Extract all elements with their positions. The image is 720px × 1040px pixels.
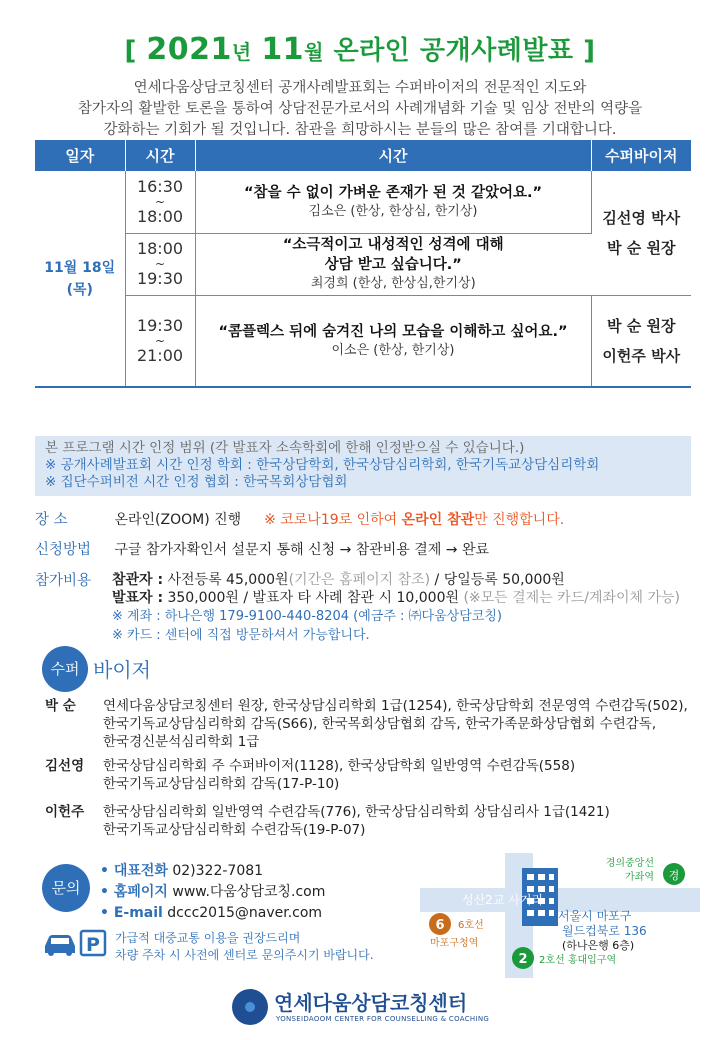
map-line6-num: 6 <box>435 918 445 933</box>
bio-name: 이헌주 <box>45 804 85 820</box>
supervisor-section-title: 바이저 <box>93 658 151 682</box>
date-cell <box>35 171 125 387</box>
web-label: • 홈페이지 <box>100 884 168 900</box>
location-map <box>420 848 700 983</box>
phone-value[interactable]: 02)322-7081 <box>167 863 264 879</box>
fee-presenter-note: (※모든 결제는 카드/계좌이체 가능) <box>463 590 681 606</box>
header-supervisor: 수퍼바이저 <box>591 140 691 171</box>
time-tilde: ~ <box>154 194 166 209</box>
date-weekday: (목) <box>66 281 93 298</box>
notice-line: ※ 공개사례발표회 시간 인정 학회 : 한국상담학회, 한국상담심리학회, 한국기독교상담심리학회 <box>45 457 600 473</box>
email-label: • E-mail <box>100 905 163 921</box>
supervisor-cell <box>591 295 691 387</box>
supervisor-cell <box>591 171 691 295</box>
map-station-badge: 경 <box>668 869 680 882</box>
time-end: 18:00 <box>136 206 184 226</box>
bracket-close: ] <box>583 36 596 66</box>
date-day: 11월 18일 <box>44 259 116 276</box>
map-intersection: 성산2교 사거리 <box>462 893 544 907</box>
presenter: 이소은 (한상, 한기상) <box>331 342 455 358</box>
time-tilde: ~ <box>154 257 166 271</box>
map-line-top: 경의중앙선 <box>605 858 654 869</box>
header-topic: 시간 <box>195 140 591 171</box>
page-title <box>0 30 720 67</box>
map-address-line: 서울시 마포구 <box>558 909 632 923</box>
car-icon <box>42 928 110 958</box>
time-start: 18:00 <box>136 239 184 258</box>
parking-line: 차량 주차 시 사전에 센터로 문의주시기 바랍니다. <box>115 948 374 962</box>
presenter: 최경희 (한상, 한상심,한기상) <box>310 276 476 291</box>
header-date: 일자 <box>35 140 125 171</box>
topic-cell <box>195 295 591 387</box>
intro-line: 참가자의 활발한 토론을 통하여 상담전문가로서의 사례개념화 기술 및 임상 전반의 역량을 <box>77 101 643 117</box>
fee-presenter-key: 발표자 : <box>112 590 164 606</box>
fee-observer-value: 사전등록 45,000원 <box>163 572 289 588</box>
bio-text <box>103 757 703 793</box>
apply-row <box>35 538 489 559</box>
fee-presenter <box>112 587 680 607</box>
bio-name: 김선영 <box>45 758 85 774</box>
map-line2-label: 2호선 홍대입구역 <box>539 955 617 966</box>
bio-line: 한국경신분석심리학회 1급 <box>103 734 260 750</box>
fee-observer-key: 참관자 : <box>112 572 164 588</box>
bio-line: 연세다움상담코칭센터 원장, 한국상담심리학회 1급(1254), 한국상담학회 전문영역 수련감독(502), <box>103 698 688 714</box>
talk-title: “소극적이고 내성적인 성격에 대해 <box>282 237 504 253</box>
place-note-bold: 온라인 참관 <box>401 512 475 528</box>
fee-observer-note: (기간은 홈페이지 참조) <box>288 572 431 588</box>
talk-title-cont: 상담 받고 싶습니다.” <box>324 257 462 273</box>
contact-badge: 문의 <box>42 864 90 912</box>
time-cell <box>125 171 195 233</box>
bio-line: 한국기독교상담심리학회 수련감독(19-P-07) <box>103 822 366 838</box>
fee-row <box>35 569 110 590</box>
notice-line: ※ 집단수퍼비전 시간 인정 협회 : 한국목회상담협회 <box>45 474 348 490</box>
supervisor-name: 박 순 원장 <box>607 238 676 257</box>
presenter: 김소은 (한상, 한상심, 한기상) <box>308 203 478 219</box>
place-note-prefix: ※ 코로나19로 인하여 <box>264 512 402 528</box>
bio-line: 한국상담심리학회 주 수퍼바이저(1128), 한국상담학회 일반영역 수련감독(558) <box>103 758 576 774</box>
topic-cell <box>195 171 591 233</box>
supervisor-section-badge: 수퍼 <box>42 646 88 692</box>
title-year: 2021 <box>146 32 232 67</box>
fee-card: ※ 카드 : 센터에 직접 방문하셔서 가능합니다. <box>112 628 370 643</box>
bio-line: 한국기독교상담심리학회 감독(17-P-10) <box>103 776 340 792</box>
map-line6-station: 마포구청역 <box>430 938 479 949</box>
bio-text <box>103 697 703 751</box>
time-start: 19:30 <box>136 315 184 335</box>
supervisor-name: 박 순 원장 <box>607 316 676 335</box>
supervisor-name: 김선영 박사 <box>602 208 681 227</box>
time-tilde: ~ <box>154 333 166 348</box>
fee-presenter-value: 350,000원 / 발표자 타 사례 참관 시 10,000원 <box>163 590 464 606</box>
fee-observer <box>112 569 565 589</box>
title-month: 11 <box>261 32 305 67</box>
time-cell <box>125 233 195 295</box>
parking-note <box>115 930 374 964</box>
map-station-top: 가좌역 <box>625 872 654 883</box>
bio-line: 한국기독교상담심리학회 감독(S66), 한국목회상담협회 감독, 한국가족문화상담협회 수련감독, <box>103 716 657 732</box>
map-address-line: (하나은행 6층) <box>562 939 635 952</box>
time-start: 16:30 <box>136 176 184 196</box>
fee-observer-tail: / 당일등록 50,000원 <box>430 572 565 588</box>
table-row <box>35 295 691 387</box>
topic-cell <box>195 233 591 295</box>
supervisor-name: 이헌주 박사 <box>602 346 681 365</box>
map-address-line: 월드컵북로 136 <box>562 924 647 938</box>
time-end: 21:00 <box>136 345 184 365</box>
web-link[interactable]: www.다움상담코칭.com <box>167 884 326 900</box>
place-note-suffix: 만 진행합니다. <box>474 512 565 528</box>
bio-line: 한국상담심리학회 일반영역 수련감독(776), 한국상담심리학회 상담심리사 1급(1421) <box>103 804 610 820</box>
table-header-row <box>35 140 691 171</box>
talk-title: “콤플렉스 뒤에 숨겨진 나의 모습을 이해하고 싶어요.” <box>218 323 568 340</box>
title-main: 온라인 공개사례발표 <box>333 36 574 66</box>
contact-info <box>100 861 325 924</box>
place-value: 온라인(ZOOM) 진행 <box>114 512 242 528</box>
center-logo <box>230 985 490 1030</box>
title-month-unit: 월 <box>304 40 324 64</box>
logo-subtitle: YONSEIDAOOM CENTER FOR COUNSELLING & COACHING <box>276 1015 490 1023</box>
bracket-open: [ <box>124 36 137 66</box>
map-line6-name: 6호선 <box>458 920 484 931</box>
email-link[interactable]: dccc2015@naver.com <box>162 905 323 921</box>
apply-value: 구글 참가자확인서 설문지 통해 신청 → 참관비용 결제 → 완료 <box>114 542 490 558</box>
intro-line: 강화하는 기회가 될 것입니다. 참관을 희망하시는 분들의 많은 참여를 기대합니다. <box>103 122 617 138</box>
schedule-table <box>35 140 691 388</box>
bio-text <box>103 803 703 839</box>
title-year-unit: 년 <box>231 40 252 64</box>
map-line2-num: 2 <box>518 952 528 967</box>
fee-label: 참가비용 <box>35 573 92 589</box>
parking-icons <box>42 928 110 962</box>
intro-line: 연세다움상담코칭센터 공개사례발표회는 수퍼바이저의 전문적인 지도와 <box>133 80 587 96</box>
svg-text:P: P <box>86 934 100 956</box>
intro-text <box>30 78 690 141</box>
place-label: 장 소 <box>35 512 68 528</box>
place-row <box>35 508 564 529</box>
logo-name: 연세다움상담코칭센터 <box>274 991 468 1015</box>
apply-label: 신청방법 <box>35 542 92 558</box>
credit-notice-box <box>35 436 691 496</box>
header-time: 시간 <box>125 140 195 171</box>
bio-name: 박 순 <box>45 698 76 714</box>
logo-mark-icon <box>230 987 270 1027</box>
time-end: 19:30 <box>136 269 184 288</box>
time-cell <box>125 295 195 387</box>
table-row <box>35 171 691 233</box>
talk-title: “참을 수 없이 가벼운 존재가 된 것 같았어요.” <box>243 184 543 201</box>
fee-account: ※ 계좌 : 하나은행 179-9100-440-8204 (예금주 : ㈜다움상담코칭) <box>112 609 502 624</box>
phone-label: • 대표전화 <box>100 863 168 879</box>
notice-line: 본 프로그램 시간 인정 범위 (각 발표자 소속학회에 한해 인정받으실 수 있습니다.) <box>45 440 525 456</box>
parking-line: 가급적 대중교통 이용을 권장드리며 <box>115 931 301 945</box>
